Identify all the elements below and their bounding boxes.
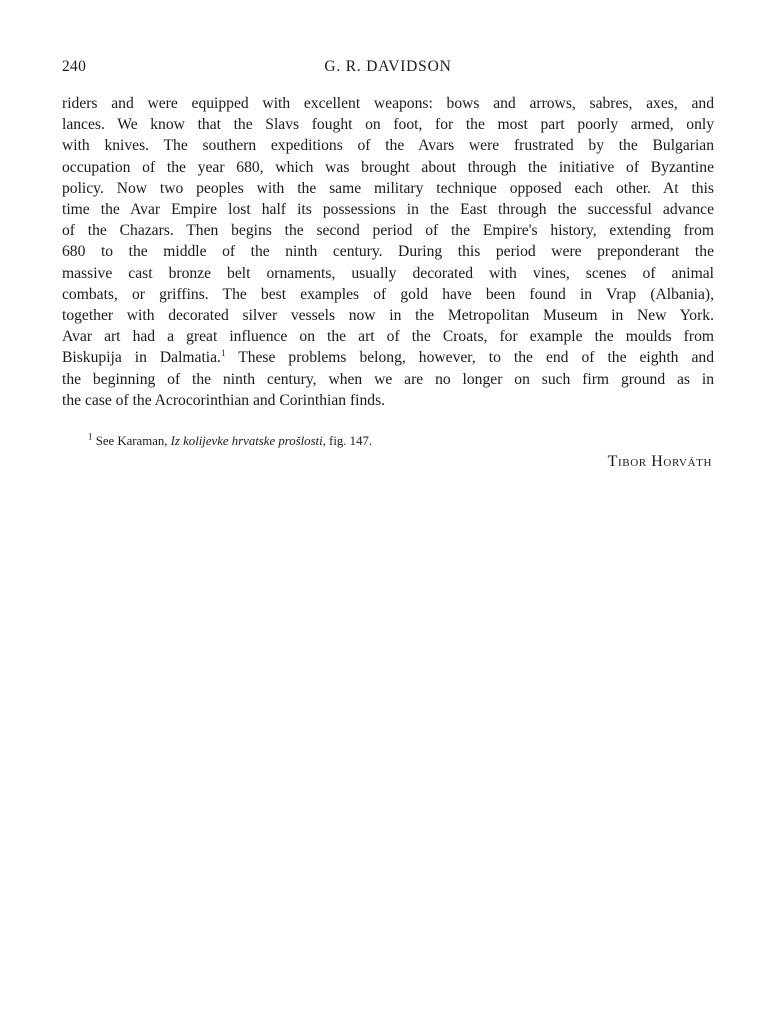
text-line: combats, or griffins. The best examples of gold have been found in Vrap (Albania), [62,285,714,303]
text-line: riders and were equipped with excellent weapons: bows and arrows, sabres, axes, and [62,95,714,112]
text-line: massive cast bronze belt ornaments, usually decorated with vines, scenes of animal [62,264,714,282]
footnote-suffix: fig. 147. [325,434,373,449]
text-line: time the Avar Empire lost half its possessions in the East through the successful advance [62,201,714,219]
author-signature: Tibor Horváth [607,453,712,471]
text-line: with knives. The southern expeditions of the Avars were frustrated by the Bulgarian [62,137,714,155]
text-segment: Biskupija in Dalmatia. [62,349,221,367]
text-line-with-note [62,347,714,368]
text-segment: These problems belong, however, to the end of the eighth and [225,349,714,367]
text-line: policy. Now two peoples with the same military technique opposed each other. At this [62,179,714,197]
body-paragraph [62,93,714,411]
running-head [62,58,714,82]
footnote [88,433,714,449]
text-line: together with decorated silver vessels now in the Metropolitan Museum in New York. [62,307,714,325]
footnote-title: Iz kolijevke hrvatske prošlosti, [170,434,326,449]
footnote-prefix: See Karaman, [92,434,171,449]
text-line: Avar art had a great influence on the art of the Croats, for example the moulds from [62,328,714,346]
document-page [62,58,714,471]
text-line: the case of the Acrocorinthian and Corinthian finds. [62,391,386,409]
page-number: 240 [62,58,87,75]
text-line: lances. We know that the Slavs fought on foot, for the most part poorly armed, only [62,116,714,134]
text-line: of the Chazars. Then begins the second period of the Empire's history, extending from [62,222,714,240]
text-line: occupation of the year 680, which was brought about through the initiative of Byzantine [62,158,714,176]
footnote-reference: 1 [220,348,226,359]
running-title: G. R. DAVIDSON [324,58,452,75]
text-line: 680 to the middle of the ninth century. During this period were preponderant the [62,243,714,261]
footnote-marker: 1 [88,431,93,442]
text-line: the beginning of the ninth century, when we are no longer on such firm ground as in [62,370,714,388]
